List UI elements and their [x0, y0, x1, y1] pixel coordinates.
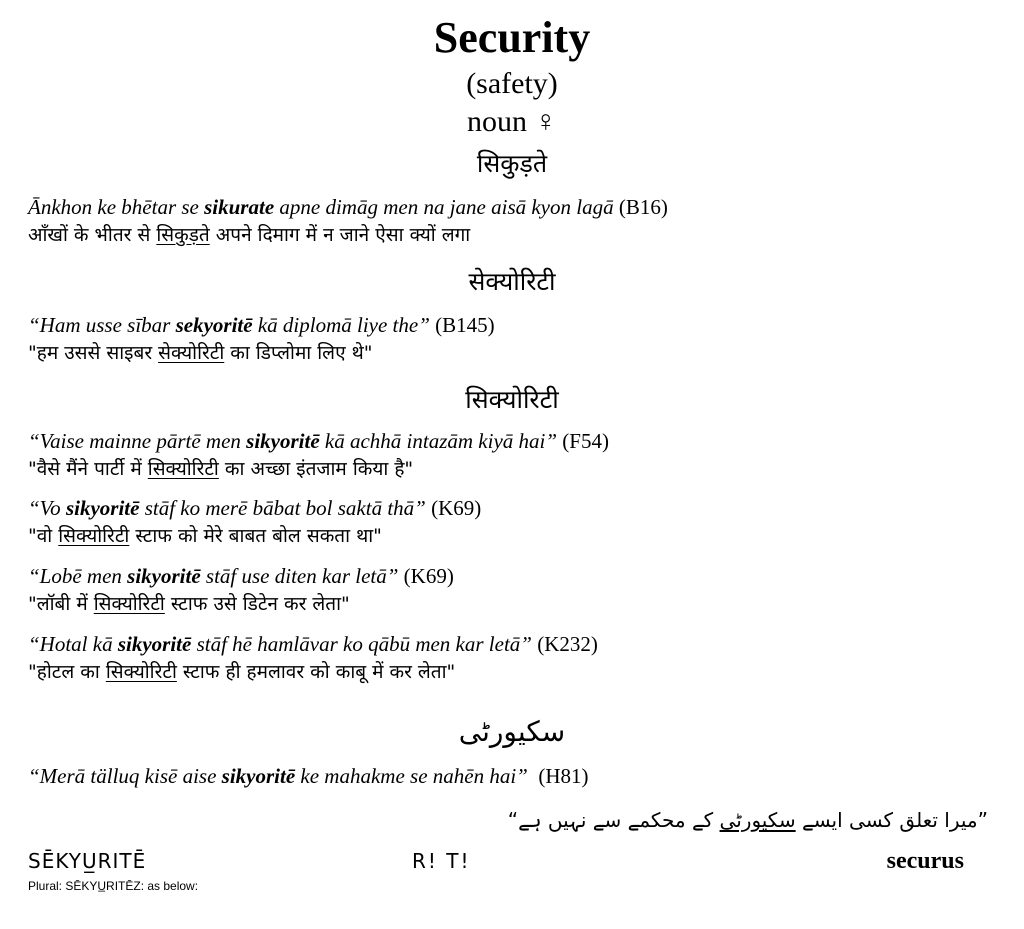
- example-transliteration: Ānkhon ke bhētar se sikurate apne dimāg men na jane aisā kyon lagā (B16): [28, 195, 668, 219]
- source-reference: (K69): [431, 496, 482, 520]
- example-devanagari: आँखों के भीतर से सिकुड़ते अपने दिमाग में न जाने ऐसा क्यों लगा: [28, 224, 471, 246]
- entry-gloss: (safety): [466, 67, 558, 100]
- example-devanagari: "होटल का सिक्योरिटी स्टाफ ही हमलावर को काबू में कर लेता": [28, 661, 456, 683]
- example-devanagari: "लॉबी में सिक्योरिटी स्टाफ उसे डिटेन कर लेता": [28, 593, 350, 615]
- bold-term: sikyoritē: [127, 564, 201, 588]
- bold-term: sikurate: [204, 195, 275, 219]
- bold-term: sekyoritē: [175, 313, 253, 337]
- source-reference: (H81): [538, 764, 589, 788]
- example-transliteration: “Ham usse sībar sekyoritē kā diplomā liye the” (B145): [28, 313, 495, 337]
- part-of-speech: [0, 104, 1024, 140]
- example-transliteration: “Merā tälluq kisē aise sikyoritē ke mahakme se nahēn hai” (H81): [28, 764, 589, 788]
- source-reference: (F54): [562, 429, 609, 453]
- pos-label: noun: [467, 105, 527, 138]
- example-devanagari: "वैसे मैंने पार्टी में सिक्योरिटी का अच्छा इंतजाम किया है": [28, 458, 414, 480]
- section-heading: सेक्योरिटी: [468, 267, 556, 296]
- underlined-term: सिकुड़ते: [156, 224, 210, 246]
- entry-title: Security: [433, 13, 591, 62]
- source-reference: (K69): [403, 564, 454, 588]
- bold-term: sikyoritē: [117, 632, 192, 656]
- source-reference: (B145): [435, 313, 495, 337]
- underlined-term: सिक्योरिटी: [105, 661, 177, 683]
- example-devanagari: "हम उससे साइबर सेक्योरिटी का डिप्लोमा लिए थे": [28, 342, 373, 364]
- urdu-section-heading: سکیورٹی: [458, 715, 566, 748]
- bold-term: sikyoritē: [65, 496, 140, 520]
- underlined-term: सिक्योरिटी: [93, 593, 165, 615]
- bold-term: sikyoritē: [246, 429, 320, 453]
- underlined-term: सिक्योरिटी: [58, 525, 130, 547]
- bold-term: sikyoritē: [221, 764, 296, 788]
- example-devanagari: "वो सिक्योरिटी स्टाफ को मेरे बाबत बोल सकता था": [28, 525, 382, 547]
- etymon: securus: [886, 848, 964, 874]
- source-reference: (B16): [618, 195, 668, 219]
- underlined-term: سکیورٹی: [719, 808, 796, 832]
- section-heading: सिकुड़ते: [476, 149, 548, 178]
- underlined-term: सिक्योरिटी: [147, 458, 219, 480]
- example-transliteration: “Lobē men sikyoritē stāf use diten kar letā” (K69): [28, 564, 454, 588]
- section-heading: सिक्योरिटी: [465, 385, 559, 414]
- example-urdu: ”میرا تعلق کسی ایسے سکیورٹی کے محکمے سے نہیں ہے“: [507, 808, 988, 832]
- pronunciation: SĒKYU̲RITĒ: [28, 849, 147, 873]
- example-transliteration: “Vaise mainne pārtē men sikyoritē kā achhā intazām kiyā hai” (F54): [28, 429, 609, 453]
- underlined-term: सेक्योरिटी: [158, 342, 225, 364]
- female-gender-icon: ♀: [534, 105, 557, 138]
- example-transliteration: “Vo sikyoritē stāf ko merē bābat bol saktā thā” (K69): [28, 496, 482, 520]
- example-transliteration: “Hotal kā sikyoritē stāf hē hamlāvar ko qābū men kar letā” (K232): [28, 632, 598, 656]
- source-reference: (K232): [537, 632, 598, 656]
- stress-marker: R! T!: [412, 849, 471, 873]
- plural-note: Plural: SĒKYU̲RITĒZ: as below:: [28, 879, 199, 893]
